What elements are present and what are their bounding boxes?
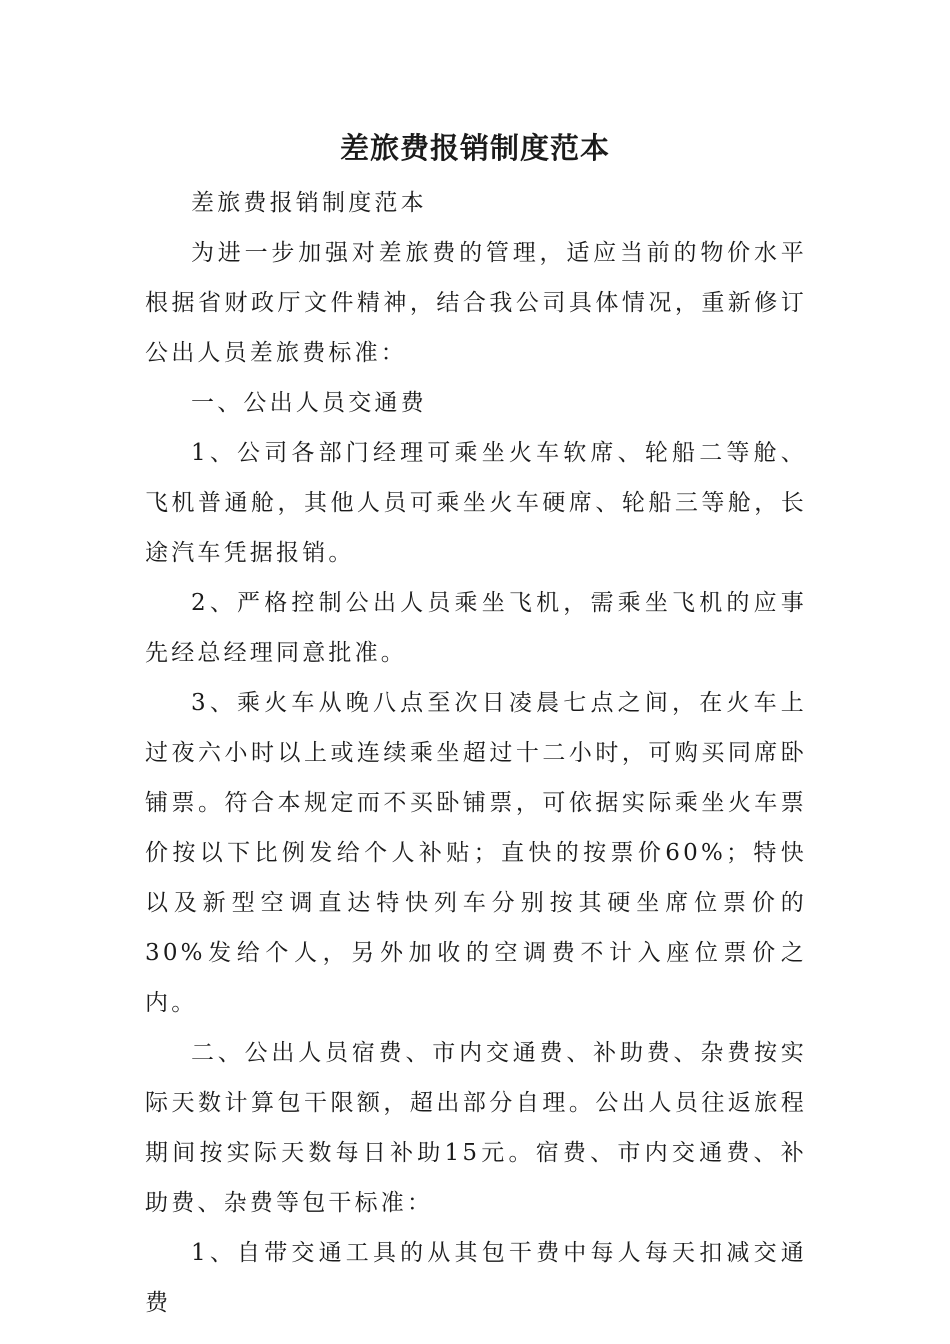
body-paragraph: 为进一步加强对差旅费的管理，适应当前的物价水平根据省财政厅文件精神，结合我公司具体情况，重新修订公出人员差旅费标准： [145, 240, 807, 366]
body-paragraph: 1、公司各部门经理可乘坐火车软席、轮船二等舱、飞机普通舱，其他人员可乘坐火车硬席、轮船三等舱，长途汽车凭据报销。 [145, 440, 807, 566]
section-heading: 一、公出人员交通费 [191, 390, 427, 416]
body-paragraph: 差旅费报销制度范本 [191, 190, 427, 216]
body-paragraph: 二、公出人员宿费、市内交通费、补助费、杂费按实际天数计算包干限额，超出部分自理。公出人员往返旅程期间按实际天数每日补助15元。宿费、市内交通费、补助费、杂费等包干标准： [145, 1040, 807, 1216]
body-paragraph: 3、乘火车从晚八点至次日凌晨七点之间，在火车上过夜六小时以上或连续乘坐超过十二小时，可购买同席卧铺票。符合本规定而不买卧铺票，可依据实际乘坐火车票价按以下比例发给个人补贴；直快的按票价60%；特快以及新型空调直达特快列车分别按其硬坐席位票价的30%发给个人，另外加收的空调费不计入座位票价之内。 [145, 690, 807, 1016]
document-body [145, 178, 807, 1328]
body-paragraph: 1、自带交通工具的从其包干费中每人每天扣减交通费 [145, 1240, 807, 1316]
document-title: 差旅费报销制度范本 [339, 131, 610, 165]
body-paragraph: 2、严格控制公出人员乘坐飞机，需乘坐飞机的应事先经总经理同意批准。 [145, 590, 807, 666]
